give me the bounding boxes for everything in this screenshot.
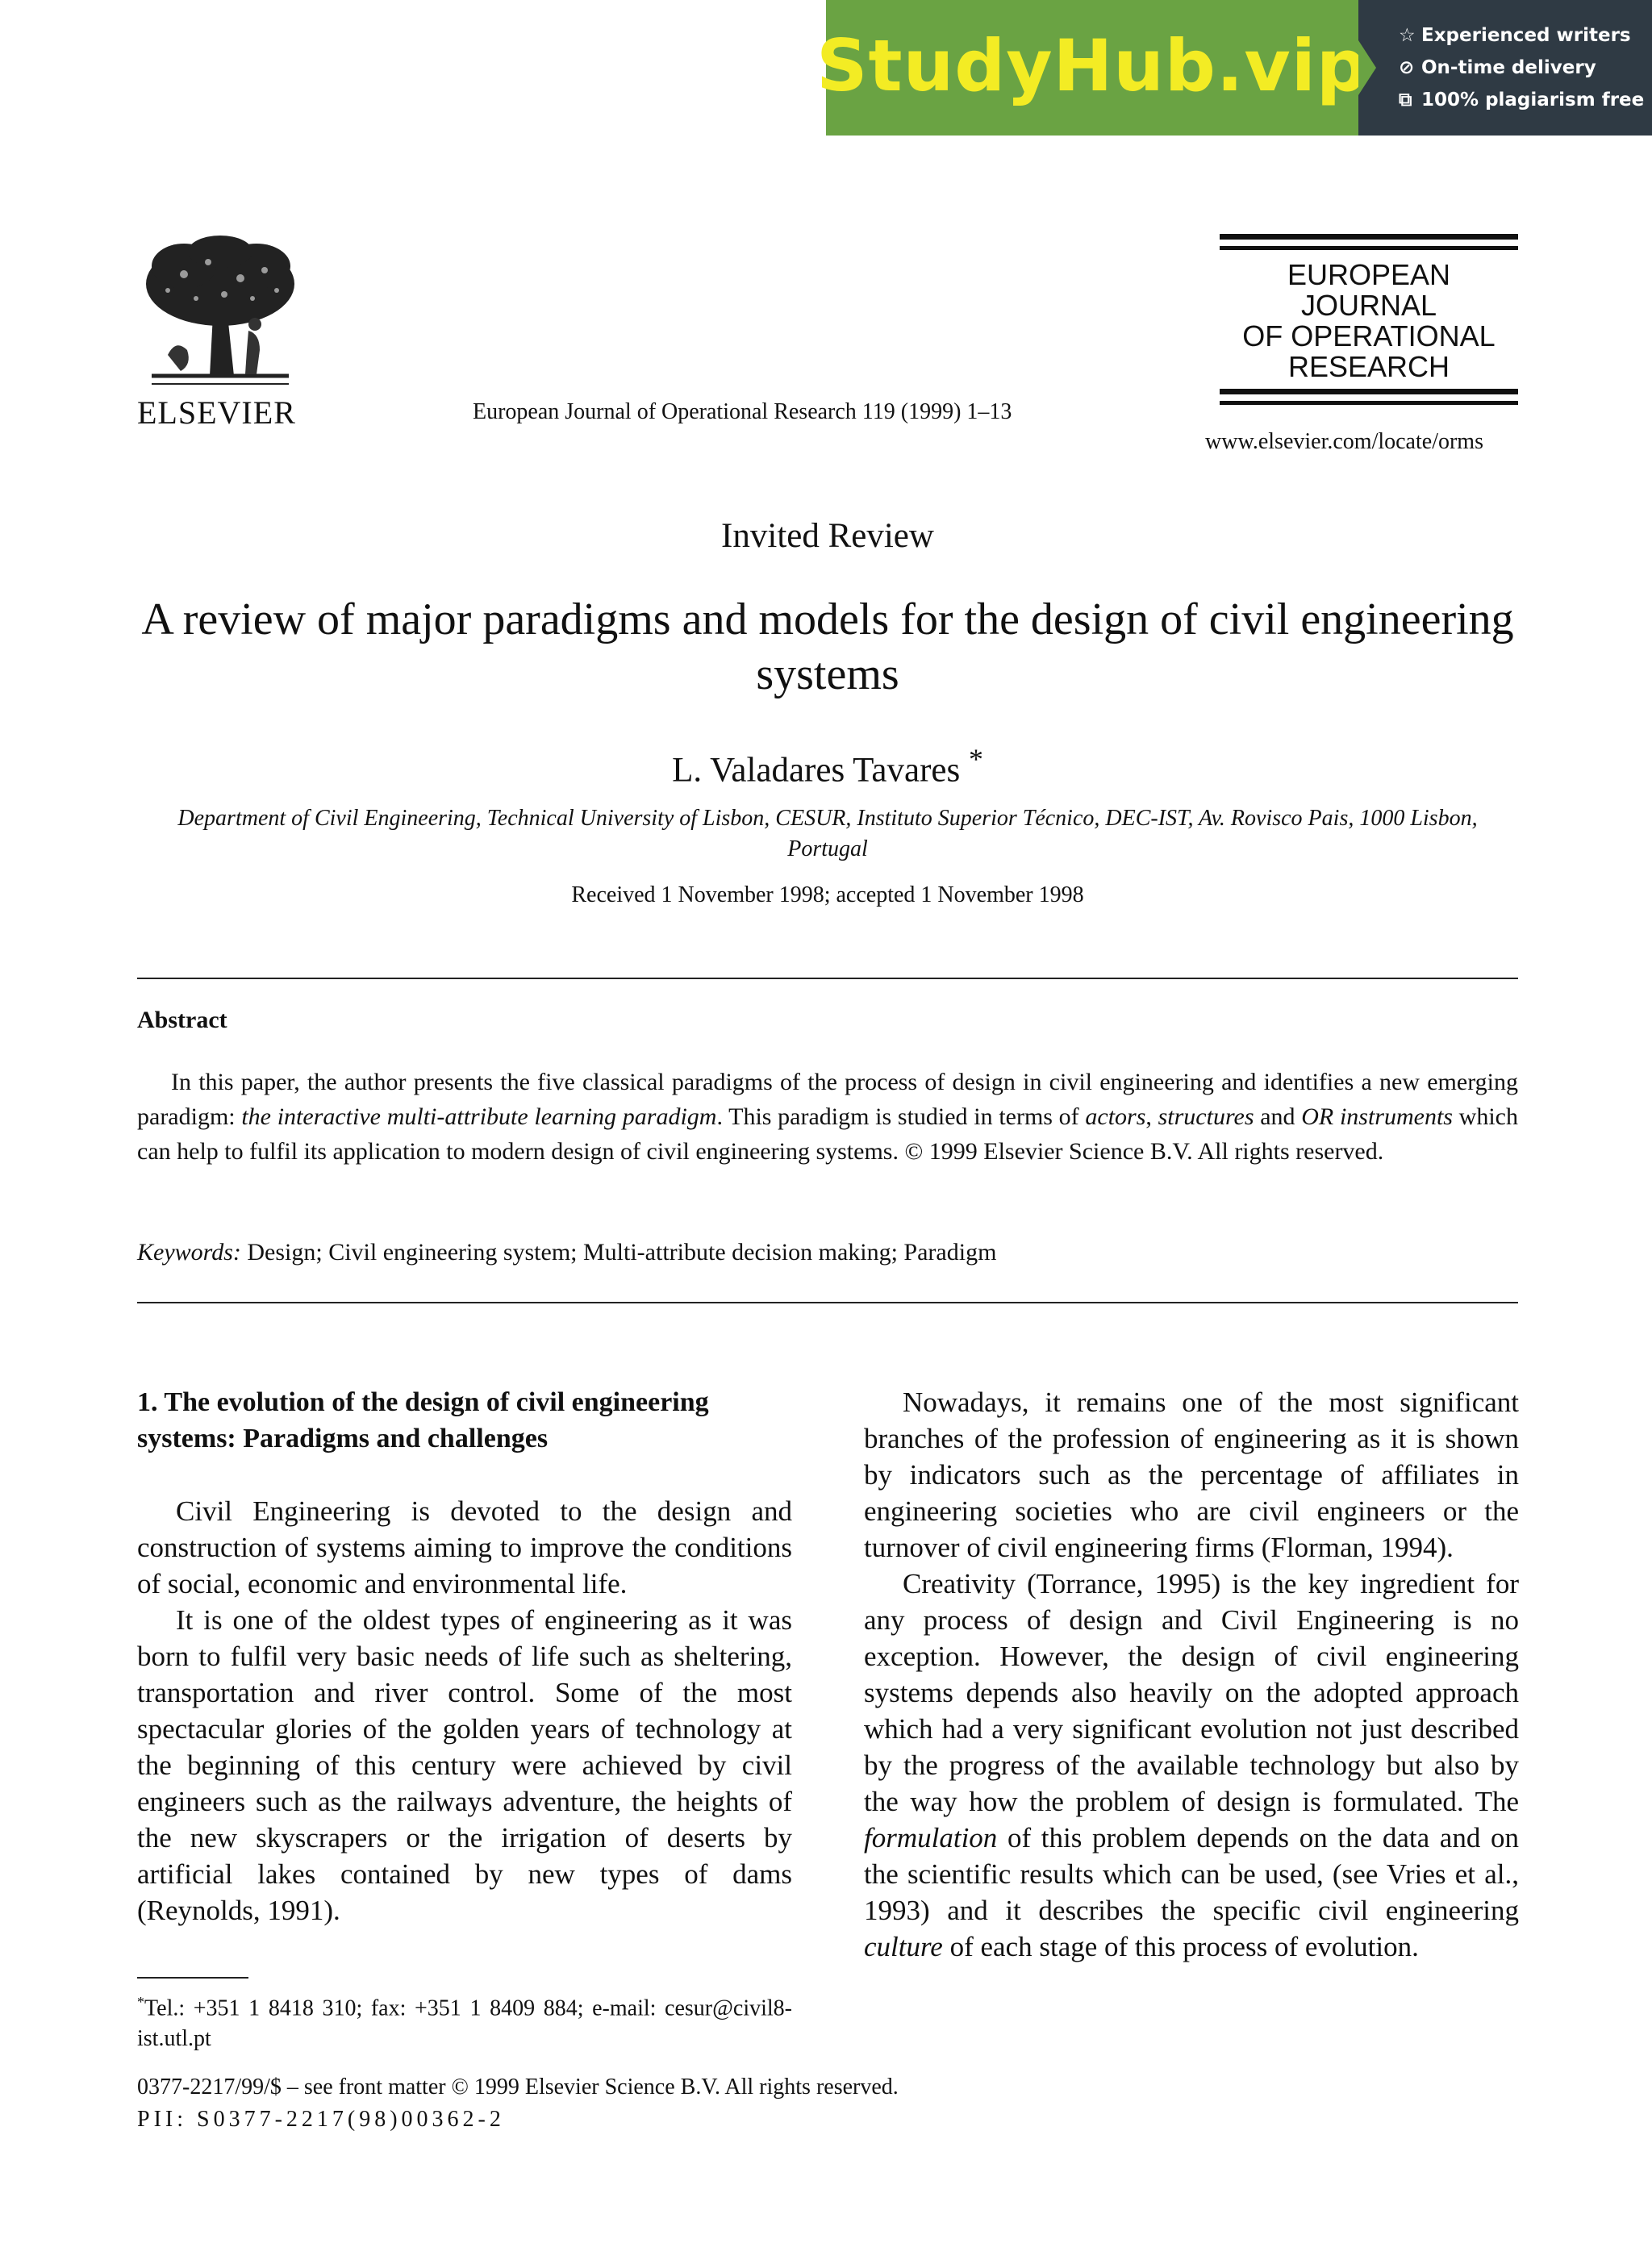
publisher-name: ELSEVIER [137, 394, 296, 431]
clock-icon: ⊘ [1399, 57, 1415, 78]
banner-feature-label: Experienced writers [1421, 25, 1631, 46]
banner-feature [1399, 84, 1652, 116]
banner-feature-label: On-time delivery [1421, 57, 1596, 78]
abstract-span: which can help to fulfil its application to modern design of civil engineering systems. © 1999 Elsevier Science B.V. All rights reserved. [137, 1103, 1518, 1165]
journal-title-line: RESEARCH [1287, 350, 1450, 383]
body-emphasis: culture [864, 1931, 943, 1962]
banner-arrow [1358, 40, 1376, 95]
abstract-span: . This paradigm is studied in terms of [716, 1103, 1086, 1130]
pii-line: PII: S0377-2217(98)00362-2 [137, 2107, 505, 2132]
body-paragraph: Civil Engineering is devoted to the design and construction of systems aiming to improve the conditions of social, economic and environmental life. [137, 1495, 792, 1599]
abstract-top-rule [137, 978, 1518, 979]
tree-icon [136, 234, 305, 387]
author-footnote-mark: * [969, 743, 983, 775]
body-paragraph: It is one of the oldest types of engineering as it was born to fulfil very basic needs of life such as sheltering, transportation and river control. Some of the most spectacular glories of the golden years of technology at the beginning of this century were achieved by civil engineers such as the railways adventure, the heights of the new skyscrapers or the irrigation of deserts by artificial lakes contained by new types of dams (Reynolds, 1991). [137, 1604, 792, 1926]
journal-title-top-rule [1220, 234, 1518, 250]
keywords-text: Design; Civil engineering system; Multi-attribute decision making; Paradigm [240, 1239, 997, 1266]
abstract-emphasis: OR instruments [1301, 1103, 1453, 1130]
star-icon: ☆ [1399, 25, 1416, 46]
abstract-emphasis: structures [1158, 1103, 1254, 1130]
abstract-span: and [1254, 1103, 1302, 1130]
footnote-rule [137, 1977, 248, 1979]
received-dates: Received 1 November 1998; accepted 1 November 1998 [571, 882, 1084, 907]
right-column [864, 1384, 1519, 1965]
journal-title [1220, 250, 1518, 389]
footnote [137, 1987, 792, 2054]
banner-brand-panel [816, 0, 1368, 136]
abstract-span: , [1145, 1103, 1158, 1130]
author-name: L. Valadares Tavares [672, 751, 961, 790]
journal-url[interactable]: www.elsevier.com/locate/orms [1205, 429, 1483, 454]
keywords-label: Keywords: [137, 1239, 241, 1266]
issn-line: 0377-2217/99/$ – see front matter © 1999 Elsevier Science B.V. All rights reserved. [137, 2075, 899, 2100]
banner-feature-label: 100% plagiarism free [1421, 90, 1645, 111]
abstract-heading: Abstract [137, 1007, 227, 1033]
body-paragraph [864, 1566, 1519, 1965]
front-matter [137, 2071, 899, 2136]
banner-features [1358, 0, 1652, 136]
affiliation: Department of Civil Engineering, Technical University of Lisbon, CESUR, Instituto Superior Técnico, DEC-IST, Av. Rovisco Pais, 1000 Lisbon, Portugal [177, 806, 1478, 861]
paper-title: A review of major paradigms and models for the design of civil engineering systems [141, 594, 1514, 699]
banner-brand: StudyHub.vip [816, 23, 1368, 107]
abstract-text [137, 1065, 1518, 1169]
elsevier-tree-logo [136, 234, 305, 387]
journal-title-line: OF OPERATIONAL [1242, 319, 1496, 352]
body-emphasis: formulation [864, 1822, 998, 1854]
abstract-emphasis: the interactive multi-attribute learning paradigm [241, 1103, 717, 1130]
footnote-mark: * [137, 1994, 144, 2010]
copy-icon: ⧉ [1399, 90, 1412, 111]
journal-title-bottom-rule [1220, 389, 1518, 405]
abstract-span: In this paper, the author presents the five classical paradigms of the process of design in civil engineering and identifies a new emerging paradigm: [137, 1069, 1518, 1130]
journal-title-line: JOURNAL [1300, 289, 1437, 322]
journal-title-box [1220, 234, 1518, 405]
body-span: of this problem depends on the data and on the scientific results which can be used, (see Vries et al., 1993) and it describes the specific civil engineering [864, 1822, 1519, 1926]
studyhub-banner[interactable] [816, 0, 1652, 136]
body-span: of each stage of this process of evolution. [942, 1931, 1419, 1962]
keywords [137, 1239, 996, 1266]
journal-title-line: EUROPEAN [1287, 258, 1451, 291]
left-column [137, 1384, 792, 2054]
body-paragraph: Nowadays, it remains one of the most significant branches of the profession of engineering as it is shown by indicators such as the percentage of affiliates in engineering societies who are civil engineers or the turnover of civil engineering firms (Florman, 1994). [864, 1387, 1519, 1563]
abstract-emphasis: actors [1085, 1103, 1146, 1130]
body-span: Creativity (Torrance, 1995) is the key ingredient for any process of design and Civil Engineering is no exception. However, the design of civil engineering systems depends also heavily on the adopted approach which had a very significant evolution not just described by the progress of the available technology but also by the way how the problem of design is formulated. The [864, 1568, 1519, 1817]
section-heading: 1. The evolution of the design of civil engineering systems: Paradigms and challenges [137, 1387, 709, 1453]
banner-feature [1399, 19, 1652, 52]
banner-feature [1399, 52, 1652, 84]
journal-reference: European Journal of Operational Research 119 (1999) 1–13 [473, 399, 1012, 424]
footnote-text: Tel.: +351 1 8418 310; fax: +351 1 8409 884; e-mail: cesur@civil8-ist.utl.pt [137, 1995, 792, 2052]
article-type: Invited Review [721, 517, 934, 555]
author [137, 742, 1518, 790]
abstract-bottom-rule [137, 1302, 1518, 1303]
